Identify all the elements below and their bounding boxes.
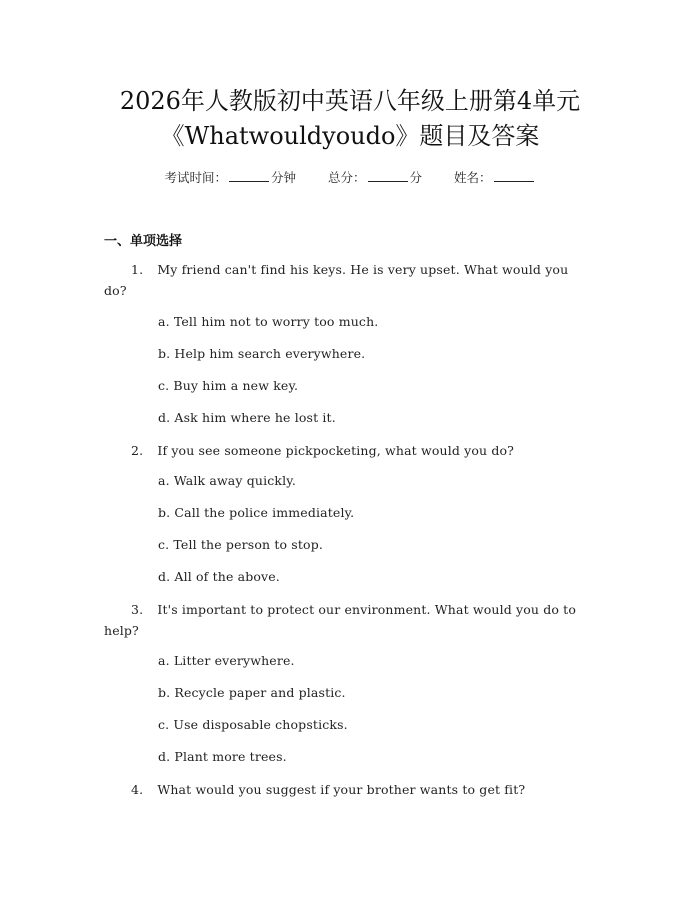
question-1-text-line-2: do? [104, 283, 127, 298]
name-blank [494, 169, 534, 182]
question-3-option-d: d. Plant more trees. [158, 749, 287, 764]
question-4-text-line-1: What would you suggest if your brother wants to get fit? [157, 782, 526, 797]
document-title-line-2: 《Whatwouldyoudo》题目及答案 [160, 122, 540, 150]
name-field [454, 168, 536, 186]
question-2-option-a: a. Walk away quickly. [158, 473, 296, 488]
exam-time-unit: 分钟 [270, 170, 296, 185]
question-2-option-b: b. Call the police immediately. [158, 505, 355, 520]
document-title-line-1: 2026年人教版初中英语八年级上册第4单元 [119, 87, 581, 115]
question-1-text-line-1: My friend can't find his keys. He is very upset. What would you [157, 262, 569, 277]
question-3-text-line-2: help? [104, 623, 139, 638]
total-score-unit: 分 [409, 170, 423, 185]
question-3-option-b: b. Recycle paper and plastic. [158, 685, 346, 700]
question-1-option-d: d. Ask him where he lost it. [158, 410, 336, 425]
question-3-option-a: a. Litter everywhere. [158, 653, 295, 668]
question-1-option-c: c. Buy him a new key. [158, 378, 299, 393]
question-1-number: 1. [131, 262, 144, 277]
question-4 [104, 779, 596, 800]
section-heading: 一、单项选择 [104, 234, 183, 249]
exam-time-label: 考试时间： [164, 170, 227, 185]
exam-time-blank [229, 169, 269, 182]
exam-time-field [164, 168, 296, 186]
question-1-option-b: b. Help him search everywhere. [158, 346, 366, 361]
question-3-number: 3. [131, 602, 144, 617]
question-1 [104, 259, 596, 301]
name-label: 姓名： [454, 170, 492, 185]
question-4-number: 4. [131, 782, 144, 797]
question-1-option-a: a. Tell him not to worry too much. [158, 314, 379, 329]
question-2 [104, 440, 596, 461]
question-2-option-d: d. All of the above. [158, 569, 280, 584]
question-2-text-line-1: If you see someone pickpocketing, what would you do? [157, 443, 515, 458]
question-3-option-c: c. Use disposable chopsticks. [158, 717, 348, 732]
exam-meta [0, 168, 700, 186]
question-3 [104, 599, 596, 641]
question-2-option-c: c. Tell the person to stop. [158, 537, 323, 552]
total-score-blank [368, 169, 408, 182]
question-3-text-line-1: It's important to protect our environment. What would you do to [157, 602, 577, 617]
total-score-field [328, 168, 422, 186]
question-2-number: 2. [131, 443, 144, 458]
total-score-label: 总分： [327, 170, 366, 185]
